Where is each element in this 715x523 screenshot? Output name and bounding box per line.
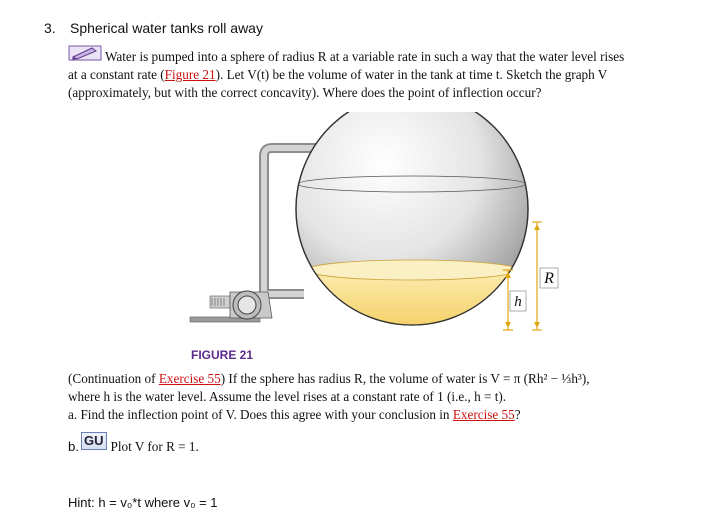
intro-line-2: at a constant rate (Figure 21). Let V(t) be the volume of water in the tank at time t. Sketch the graph V <box>68 67 608 82</box>
part-a: a. Find the inflection point of V. Does this agree with your conclusion in Exercise 55? <box>68 407 521 422</box>
sphere-tank-figure <box>180 112 580 344</box>
hint-text: Hint: h = v₀*t where v₀ = 1 <box>68 495 218 510</box>
label-R: R <box>544 270 554 287</box>
part-b <box>68 433 199 456</box>
exercise-55-link[interactable]: Exercise 55 <box>158 371 221 386</box>
gu-badge-icon[interactable]: GU <box>81 432 107 450</box>
exercise-55-link-2[interactable]: Exercise 55 <box>452 407 515 422</box>
problem-heading <box>44 20 263 36</box>
intro-paragraph <box>68 48 693 102</box>
continuation-paragraph <box>68 370 708 424</box>
label-h: h <box>514 294 522 310</box>
continuation-line-2: where h is the water level. Assume the level rises at a constant rate of 1 (i.e., h = t). <box>68 389 507 404</box>
problem-title: Spherical water tanks roll away <box>70 20 263 36</box>
intro-line-3: (approximately, but with the correct concavity). Where does the point of inflection occur? <box>68 85 542 100</box>
pump-icon <box>210 291 272 319</box>
problem-number: 3. <box>44 20 56 36</box>
part-b-text: Plot V for R = 1. <box>110 439 199 454</box>
intro-line-1: Water is pumped into a sphere of radius R at a variable rate in such a way that the water level rises <box>105 49 625 64</box>
figure-caption: FIGURE 21 <box>191 348 254 362</box>
continuation-line-1: (Continuation of Exercise 55) If the sphere has radius R, the volume of water is V = π (Rh² − ⅓h³), <box>68 371 590 386</box>
figure-21-link[interactable]: Figure 21 <box>164 67 216 82</box>
part-b-label: b. <box>68 439 79 454</box>
